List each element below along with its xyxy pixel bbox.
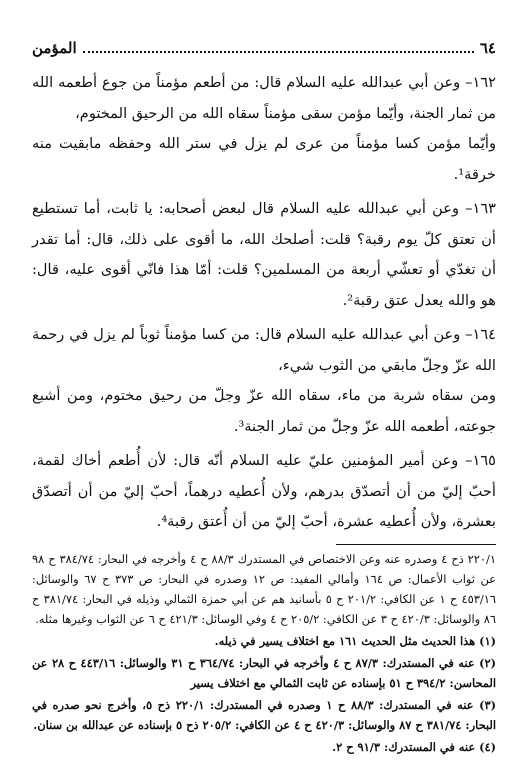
footnote-2: (٢) عنه في المستدرك: ٨٧/٣ ح ٤ وأخرجه في البحار: ٣٦٤/٧٤ ح ٣١ والوسائل: ٤٤٣/١٦ ح ٢٨ عن المحاسن: ٣٩٤/٢ ح ٥١ بإسناده عن ثابت الثمالي مع اختلاف يسير — [32, 655, 496, 690]
footnote-4: (٤) عنه في المستدرك: ٩١/٣ ح ٢. — [332, 739, 496, 754]
notes-section — [32, 549, 496, 757]
hadith-162-part2: وأيّما مؤمن كسا مؤمناً من عرى لم يزل في ستر الله وحفظه مابقيت منه خرقة¹. — [32, 135, 496, 183]
hadith-164-part1: ١٦٤– وعن أبي عبدالله عليه السلام قال: من كسا مؤمناً ثوباً لم يزل في رحمة الله عزّ وجلّ مابقي من الثوب شيء، — [32, 326, 496, 374]
hadith-163: ١٦٣– وعن أبي عبدالله عليه السلام قال لبعض أصحابه: يا ثابت، أما تستطيع أن تعتق كلّ يوم رقبة؟ قلت: أصلحك الله، ما أقوى على ذلك، قال: أما تقدر أن تغدّي أو تعشّي أربعة من المسلمين؟ قلت: أمّا هذا فانّي أقوى عليه، قال: هو والله يعدل عتق رقبة². — [32, 200, 496, 309]
main-text — [32, 68, 496, 538]
running-title: المؤمن — [32, 39, 77, 57]
hadith-165: ١٦٥– وعن أمير المؤمنين عليّ عليه السلام أنّه قال: لأن أُطعم أخاك لقمة، أحبّ إليّ من أن أتصدّق بدرهم، ولأن أُعطيه درهماً، أحبّ إليّ من أن أتصدّق بعشرة، ولأن أُعطيه عشرة، أحبّ إليّ من أن أُعتق رقبة⁴. — [32, 452, 496, 530]
footnote-1: (١) هذا الحديث مثل الحديث ١٦١ مع اختلاف يسير في ذيله. — [214, 633, 496, 648]
page-header — [32, 38, 496, 58]
footnote-3: (٣) عنه في المستدرك: ٨٨/٣ ح ١ وصدره في المستدرك: ٢٢٠/١ ذح ٥، وأخرج نحو صدره في البحار: ٣٨١/٧٤ ح ٨٧ والوسائل: ٤٢٠/٣ ح ٤ عن الكافي: ٢٠٥/٢ ذح ٥ بإسناده عن عبدالله بن سنان. — [32, 697, 496, 732]
footnote-separator — [336, 544, 496, 545]
document-page — [32, 38, 496, 757]
header-dot-leader — [83, 41, 474, 53]
continued-note: ٢٢٠/١ ذح ٤ وصدره عنه وعن الاختصاص في المستدرك ٨٨/٣ ح ٤ وأخرجه في البحار: ٣٨٤/٧٤ ح ٩٨ عن ثواب الأعمال: ص ١٦٤ وأمالي المفيد: ص ١٢ وصدره في البحار: ص ٣٧٣ ح ٦٧ والوسائل: ٤٥٣/١٦ ح ١ عن الكافي: ٢٠١/٢ ح ٥ بأسانيد هم عن أبي حمزة الثمالي وذيله في البحار: ٣٨١/٧٤ ح ٨٦ والوسائل: ٤٢٠/٣ ح ٣ عن الكافي: ٢٠٥/٢ ح ٤ وفي الوسائل: ٤٢١/٣ ح ٦ عن الثواب وغيرها مثله. — [32, 551, 496, 626]
page-number: ٦٤ — [479, 39, 496, 57]
hadith-164-part2: ومن سقاه شربة من ماء، سقاه الله عزّ وجلّ من رحيق مختوم، ومن أشبع جوعته، أطعمه الله عزّ وجلّ من ثمار الجنة³. — [32, 387, 496, 435]
hadith-162-part1: ١٦٢– وعن أبي عبدالله عليه السلام قال: من أطعم مؤمناً من جوع أطعمه الله من ثمار الجنة، وأيّما مؤمن سقى مؤمناً سقاه الله من الرحيق المختوم، — [32, 74, 496, 122]
